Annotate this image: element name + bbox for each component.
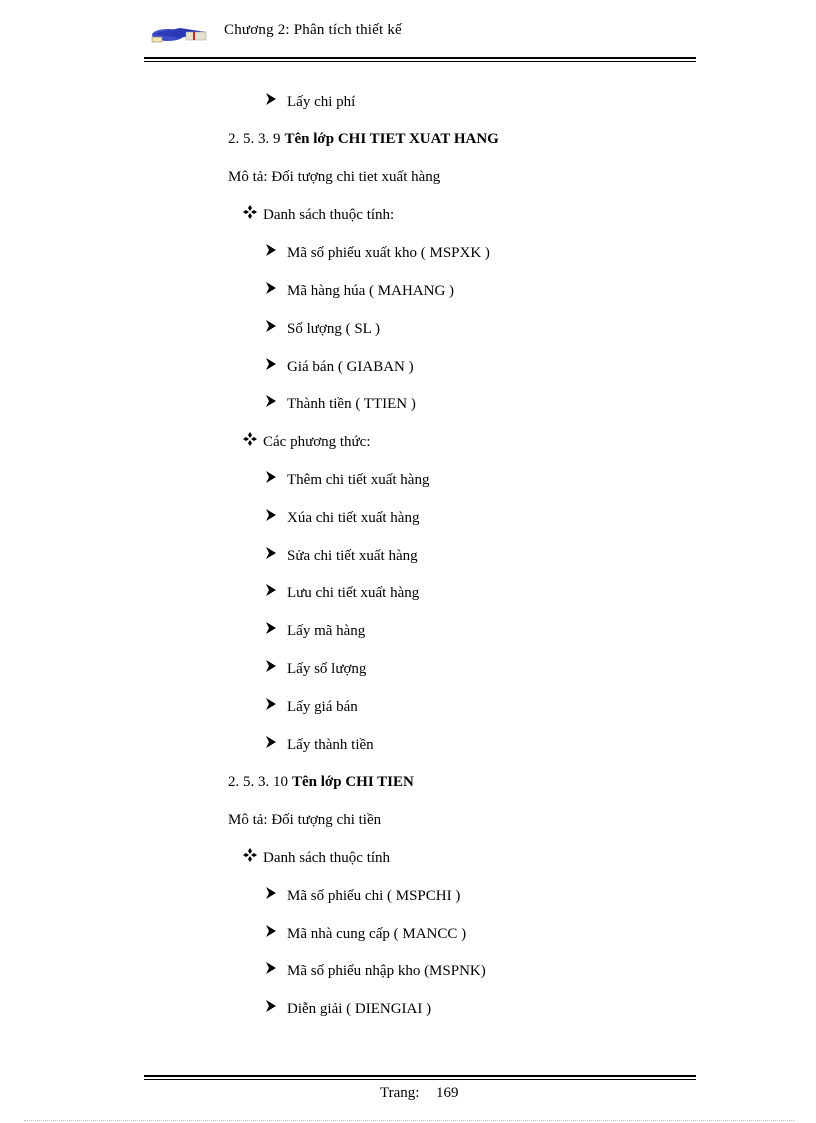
header-divider <box>144 57 696 62</box>
section-description: Mô tả: Đối tượng chi tiet xuất hàng <box>228 169 441 185</box>
arrowhead-bullet-icon <box>265 735 287 755</box>
list-item: Xúa chi tiết xuất hàng <box>265 508 419 529</box>
arrowhead-bullet-icon <box>265 243 287 263</box>
section-description: Mô tả: Đối tượng chi tiền <box>228 812 382 828</box>
arrowhead-bullet-icon <box>265 697 287 717</box>
arrowhead-bullet-icon <box>265 546 287 566</box>
section-number: 2. 5. 3. 10 <box>228 774 288 790</box>
list-item: Mã hàng húa ( MAHANG ) <box>265 281 454 302</box>
bullet-item: Danh sách thuộc tính <box>243 848 390 869</box>
graduation-cap-logo-icon <box>150 20 208 46</box>
four-diamond-bullet-icon <box>243 848 263 868</box>
arrowhead-bullet-icon <box>265 508 287 528</box>
page-number: 169 <box>436 1085 459 1101</box>
page-header <box>150 18 696 48</box>
list-item: Sửa chi tiết xuất hàng <box>265 546 418 567</box>
arrowhead-bullet-icon <box>265 357 287 377</box>
arrowhead-bullet-icon <box>265 961 287 981</box>
list-item: Lấy chi phí <box>265 92 355 113</box>
list-item: Mã số phiếu xuất kho ( MSPXK ) <box>265 243 490 264</box>
arrowhead-bullet-icon <box>265 281 287 301</box>
section-number: 2. 5. 3. 9 <box>228 131 281 147</box>
list-item: Mã số phiếu chi ( MSPCHI ) <box>265 886 460 907</box>
four-diamond-bullet-icon <box>243 205 263 225</box>
list-item: Lấy số lượng <box>265 659 366 680</box>
list-item: Mã nhà cung cấp ( MANCC ) <box>265 924 466 945</box>
arrowhead-bullet-icon <box>265 583 287 603</box>
section-title: Tên lớp CHI TIEN <box>292 774 414 790</box>
arrowhead-bullet-icon <box>265 886 287 906</box>
arrowhead-bullet-icon <box>265 621 287 641</box>
list-item: Giá bán ( GIABAN ) <box>265 357 414 378</box>
list-item: Thêm chi tiết xuất hàng <box>265 470 429 491</box>
list-item: Lấy mã hàng <box>265 621 365 642</box>
section-heading <box>228 129 499 149</box>
list-item: Lấy thành tiền <box>265 735 374 756</box>
arrowhead-bullet-icon <box>265 92 287 112</box>
section-heading <box>228 772 414 792</box>
list-item: Lấy giá bán <box>265 697 358 718</box>
four-diamond-bullet-icon <box>243 432 263 452</box>
arrowhead-bullet-icon <box>265 319 287 339</box>
list-item: Lưu chi tiết xuất hàng <box>265 583 419 604</box>
bullet-item: Các phương thức: <box>243 432 371 453</box>
bullet-item: Danh sách thuộc tính: <box>243 205 394 226</box>
arrowhead-bullet-icon <box>265 999 287 1019</box>
arrowhead-bullet-icon <box>265 470 287 490</box>
arrowhead-bullet-icon <box>265 659 287 679</box>
list-item: Diễn giải ( DIENGIAI ) <box>265 999 431 1020</box>
page-edge-divider <box>24 1120 794 1121</box>
list-item: Mã số phiếu nhập kho (MSPNK) <box>265 961 486 982</box>
list-item: Thành tiền ( TTIEN ) <box>265 394 416 415</box>
list-item: Số lượng ( SL ) <box>265 319 380 340</box>
arrowhead-bullet-icon <box>265 924 287 944</box>
footer-divider <box>144 1075 696 1080</box>
section-title: Tên lớp CHI TIET XUAT HANG <box>284 131 499 147</box>
header-title: Chương 2: Phân tích thiết kế <box>224 22 402 38</box>
arrowhead-bullet-icon <box>265 394 287 414</box>
page-label: Trang: <box>380 1085 420 1101</box>
